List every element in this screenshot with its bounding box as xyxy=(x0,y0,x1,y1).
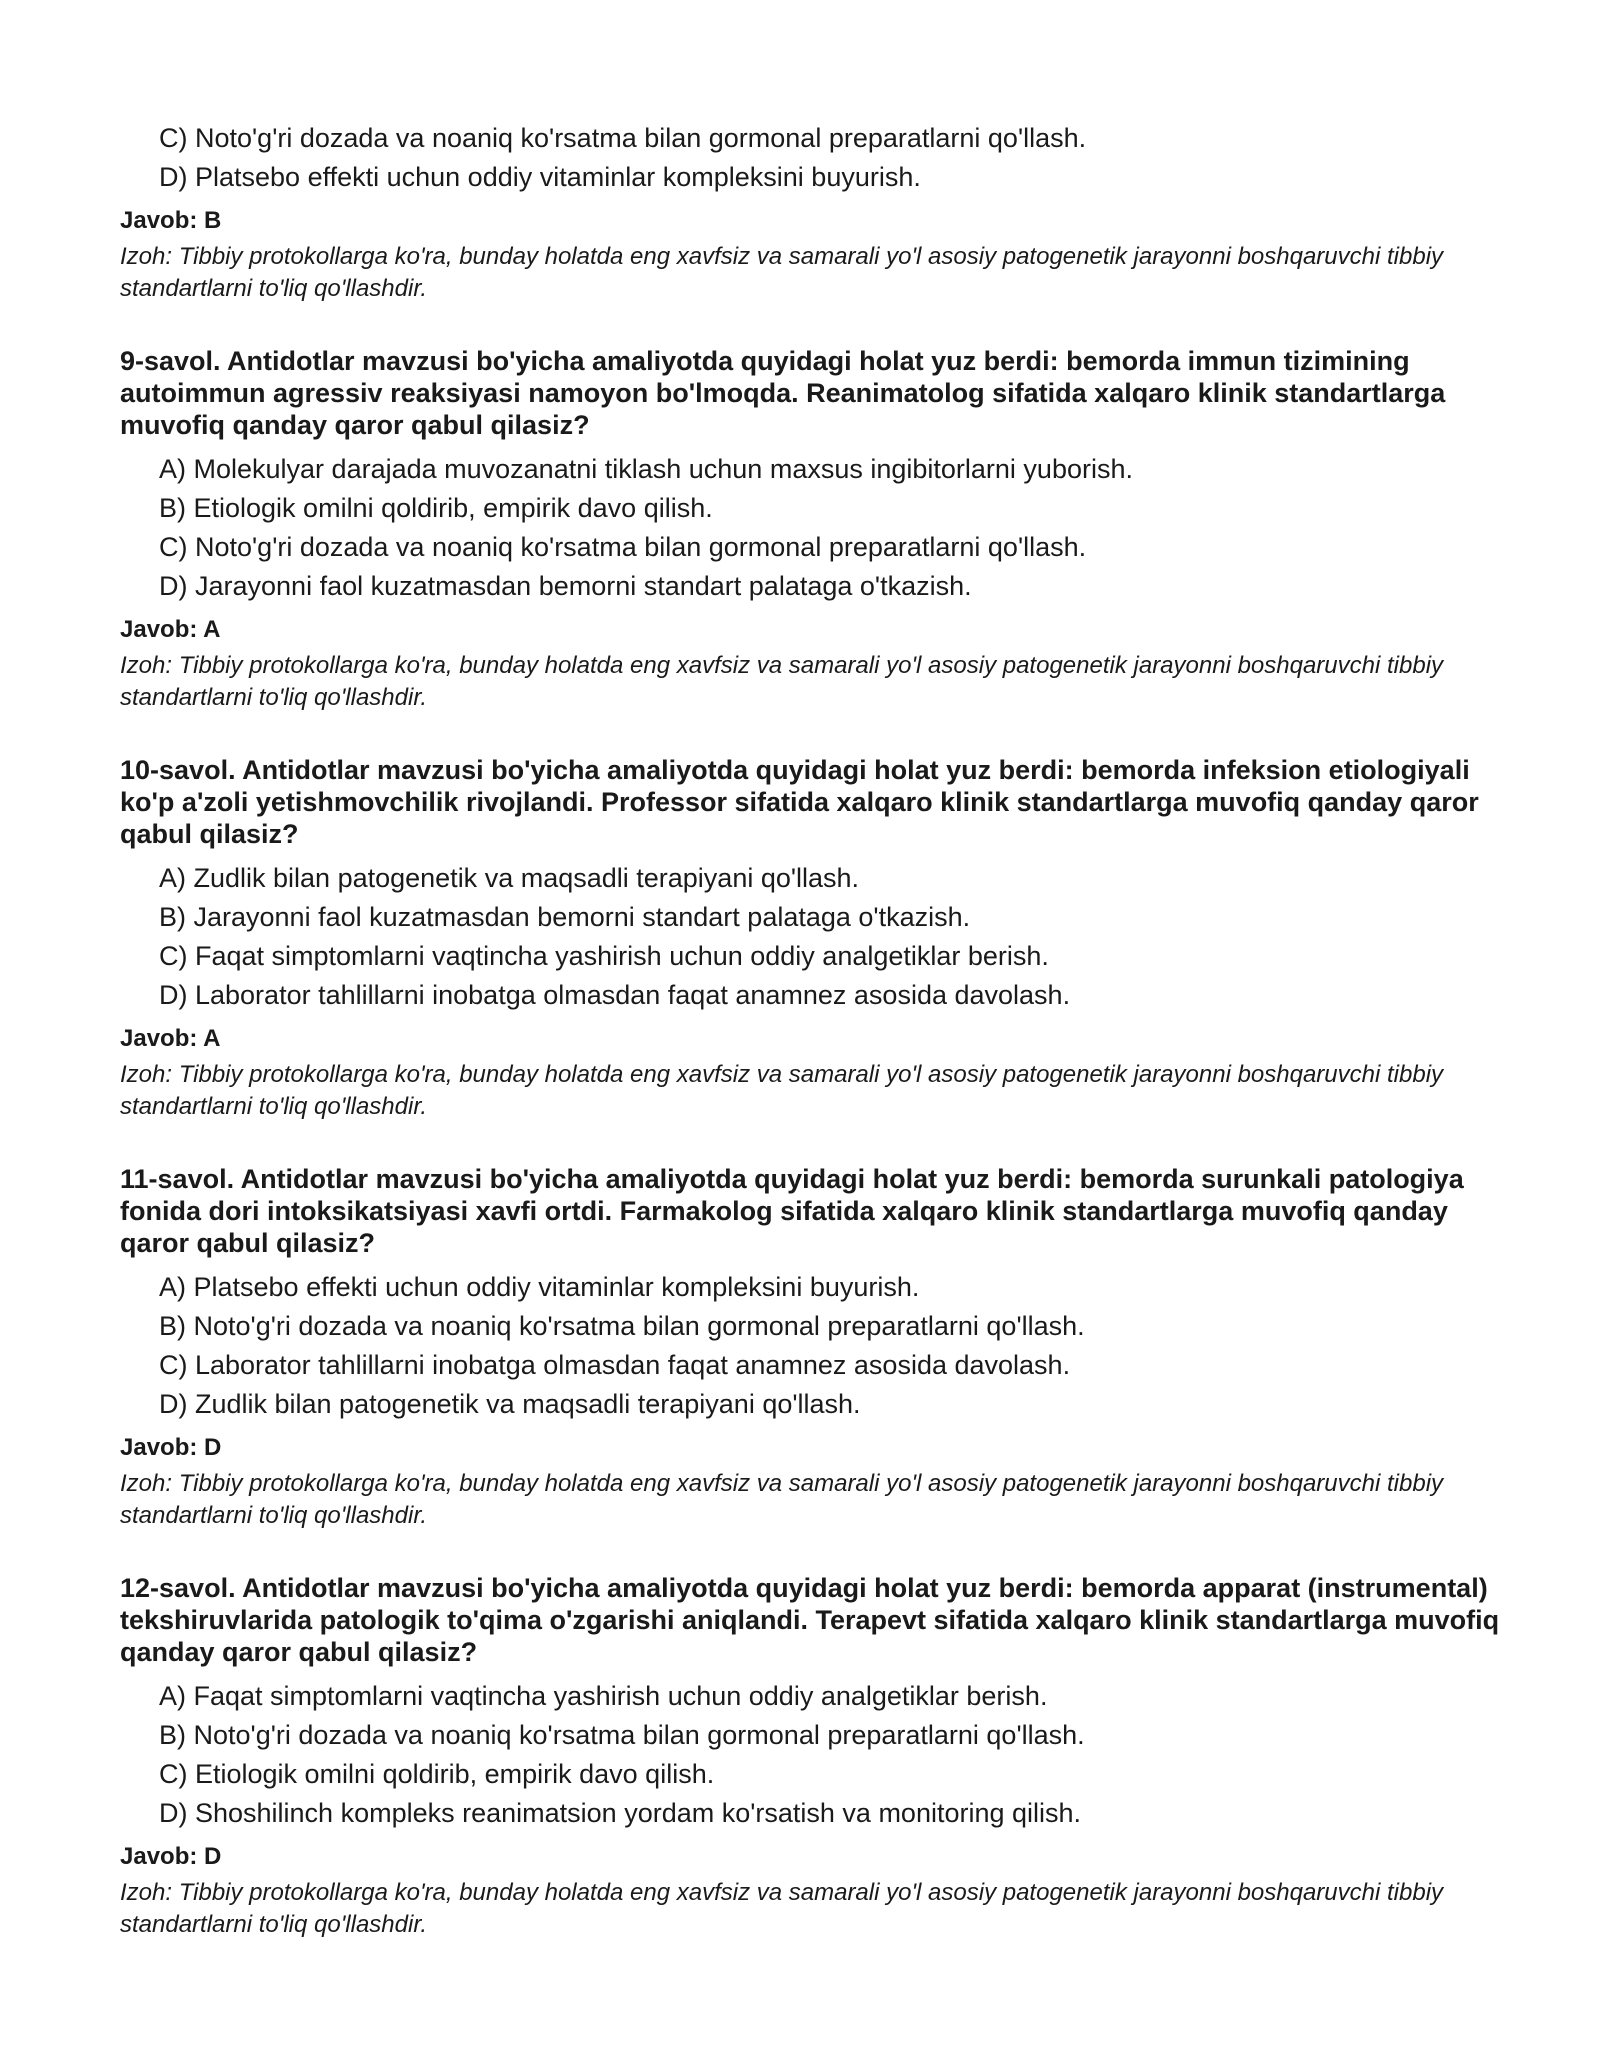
question-12-note: Izoh: Tibbiy protokollarga ko'ra, bunday holatda eng xavfsiz va samarali yo'l asosiy patogenetik jarayonni boshqaruvchi tibbiy standartlarni to'liq qo'llashdir. xyxy=(120,1879,1444,1938)
question-9-option-d: D) Jarayonni faol kuzatmasdan bemorni standart palataga o'tkazish. xyxy=(159,571,972,601)
question-11-option-a: A) Platsebo effekti uchun oddiy vitaminlar kompleksini buyurish. xyxy=(159,1272,920,1302)
question-9-option-a: A) Molekulyar darajada muvozanatni tiklash uchun maxsus ingibitorlarni yuborish. xyxy=(159,454,1133,484)
question-10-note: Izoh: Tibbiy protokollarga ko'ra, bunday holatda eng xavfsiz va samarali yo'l asosiy patogenetik jarayonni boshqaruvchi tibbiy standartlarni to'liq qo'llashdir. xyxy=(120,1061,1444,1120)
question-9-option-b: B) Etiologik omilni qoldirib, empirik davo qilish. xyxy=(159,493,713,523)
question-9-option-c: C) Noto'g'ri dozada va noaniq ko'rsatma bilan gormonal preparatlarni qo'llash. xyxy=(159,532,1087,562)
question-10-option-c: C) Faqat simptomlarni vaqtincha yashirish uchun oddiy analgetiklar berish. xyxy=(159,941,1049,971)
carryover-answer: Javob: B xyxy=(120,207,222,234)
question-12-option-a: A) Faqat simptomlarni vaqtincha yashirish uchun oddiy analgetiklar berish. xyxy=(159,1681,1048,1711)
question-12-option-d: D) Shoshilinch kompleks reanimatsion yordam ko'rsatish va monitoring qilish. xyxy=(159,1798,1082,1828)
question-10-option-b: B) Jarayonni faol kuzatmasdan bemorni standart palataga o'tkazish. xyxy=(159,902,971,932)
question-11-option-d: D) Zudlik bilan patogenetik va maqsadli terapiyani qo'llash. xyxy=(159,1389,861,1419)
question-11-note: Izoh: Tibbiy protokollarga ko'ra, bunday holatda eng xavfsiz va samarali yo'l asosiy patogenetik jarayonni boshqaruvchi tibbiy standartlarni to'liq qo'llashdir. xyxy=(120,1470,1444,1529)
carryover-note: Izoh: Tibbiy protokollarga ko'ra, bunday holatda eng xavfsiz va samarali yo'l asosiy patogenetik jarayonni boshqaruvchi tibbiy standartlarni to'liq qo'llashdir. xyxy=(120,243,1444,302)
question-12-option-c: C) Etiologik omilni qoldirib, empirik davo qilish. xyxy=(159,1759,715,1789)
question-11-text: 11-savol. Antidotlar mavzusi bo'yicha amaliyotda quyidagi holat yuz berdi: bemorda surunkali patologiya fonida dori intoksikatsiyasi xavfi ortdi. Farmakolog sifatida xalqaro klinik standartlarga muvofiq qanday qaror qabul qilasiz? xyxy=(120,1164,1464,1258)
question-10-answer: Javob: A xyxy=(120,1025,221,1052)
question-10-option-d: D) Laborator tahlillarni inobatga olmasdan faqat anamnez asosida davolash. xyxy=(159,980,1071,1010)
question-10-option-a: A) Zudlik bilan patogenetik va maqsadli terapiyani qo'llash. xyxy=(159,863,860,893)
question-12-text: 12-savol. Antidotlar mavzusi bo'yicha amaliyotda quyidagi holat yuz berdi: bemorda apparat (instrumental) tekshiruvlarida patologik to'qima o'zgarishi aniqlandi. Terapevt sifatida xalqaro klinik standartlarga muvofiq qanday qaror qabul qilasiz? xyxy=(120,1573,1500,1667)
carryover-option-c: C) Noto'g'ri dozada va noaniq ko'rsatma bilan gormonal preparatlarni qo'llash. xyxy=(159,123,1087,153)
question-11-option-b: B) Noto'g'ri dozada va noaniq ko'rsatma bilan gormonal preparatlarni qo'llash. xyxy=(159,1311,1085,1341)
question-9-text: 9-savol. Antidotlar mavzusi bo'yicha amaliyotda quyidagi holat yuz berdi: bemorda immun tizimining autoimmun agressiv reaksiyasi namoyon bo'lmoqda. Reanimatolog sifatida xalqaro klinik standartlarga muvofiq qanday qaror qabul qilasiz? xyxy=(120,346,1446,440)
question-11-answer: Javob: D xyxy=(120,1434,222,1461)
question-10-text: 10-savol. Antidotlar mavzusi bo'yicha amaliyotda quyidagi holat yuz berdi: bemorda infeksion etiologiyali ko'p a'zoli yetishmovchilik rivojlandi. Professor sifatida xalqaro klinik standartlarga muvofiq qanday qaror qabul qilasiz? xyxy=(120,755,1479,849)
carryover-option-d: D) Platsebo effekti uchun oddiy vitaminlar kompleksini buyurish. xyxy=(159,162,921,192)
question-12-answer: Javob: D xyxy=(120,1843,222,1870)
question-9-answer: Javob: A xyxy=(120,616,221,643)
question-9-note: Izoh: Tibbiy protokollarga ko'ra, bunday holatda eng xavfsiz va samarali yo'l asosiy patogenetik jarayonni boshqaruvchi tibbiy standartlarni to'liq qo'llashdir. xyxy=(120,652,1444,711)
question-11-option-c: C) Laborator tahlillarni inobatga olmasdan faqat anamnez asosida davolash. xyxy=(159,1350,1071,1380)
question-12-option-b: B) Noto'g'ri dozada va noaniq ko'rsatma bilan gormonal preparatlarni qo'llash. xyxy=(159,1720,1085,1750)
